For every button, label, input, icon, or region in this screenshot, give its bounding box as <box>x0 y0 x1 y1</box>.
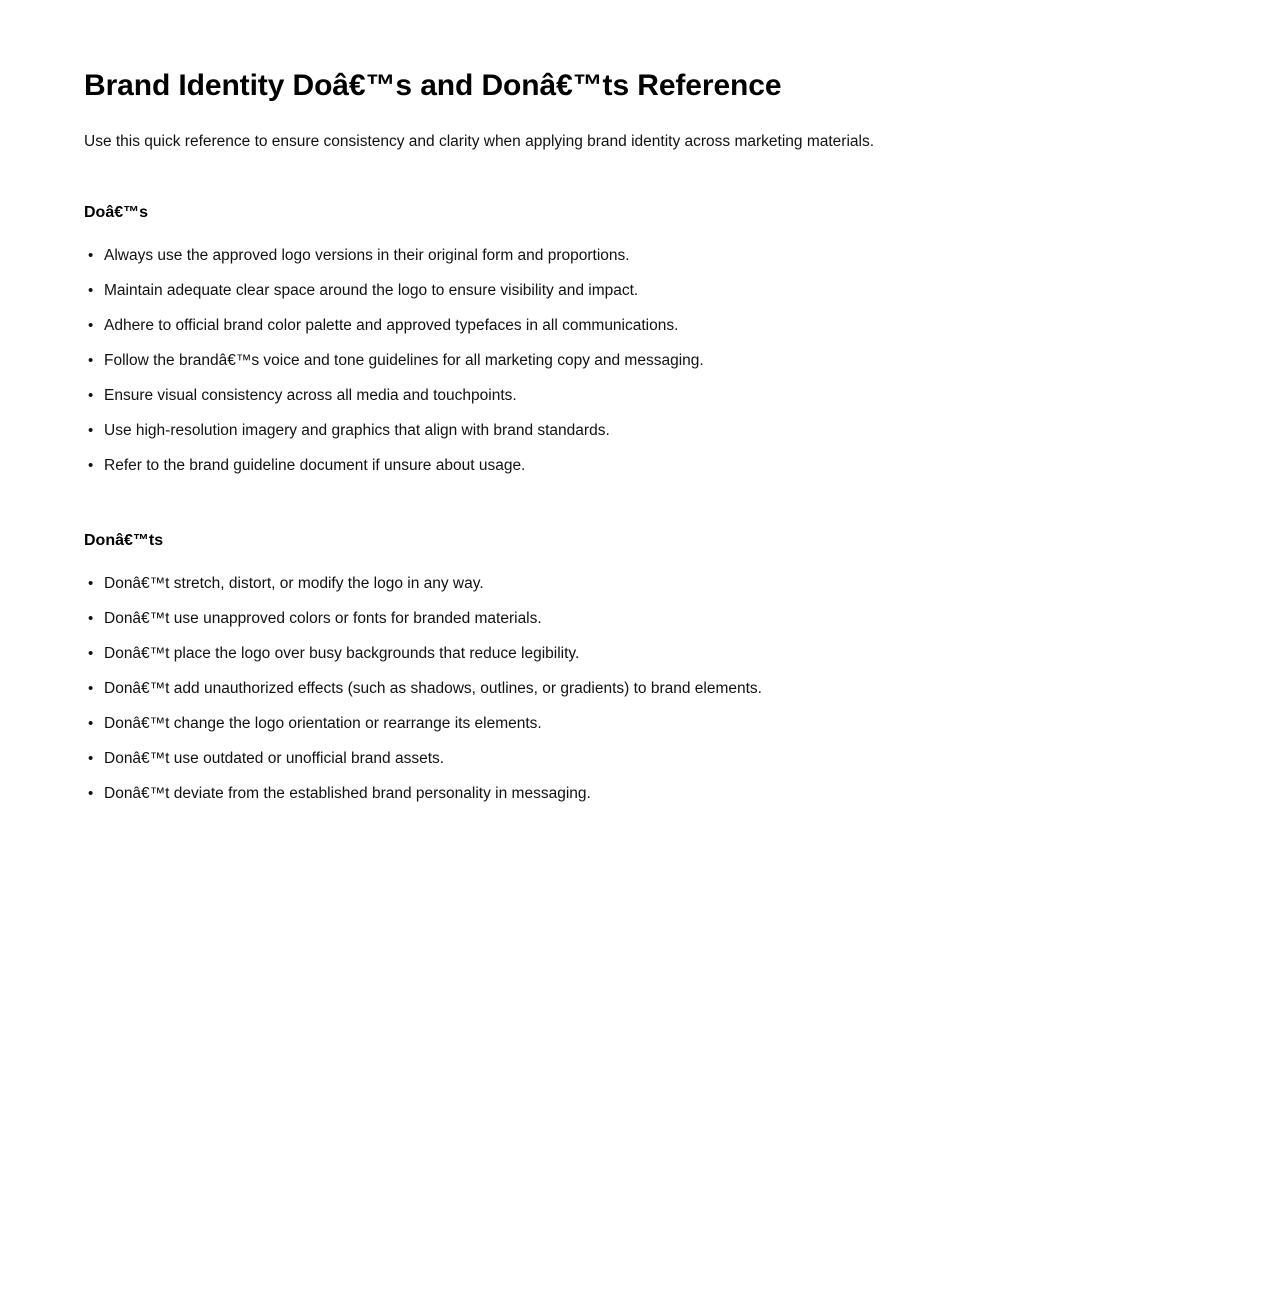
list-item <box>84 350 1184 385</box>
bullet-icon: • <box>88 750 94 767</box>
list-item <box>84 385 1184 420</box>
list-item <box>84 455 1184 490</box>
donts-list <box>84 573 1184 818</box>
bullet-icon: • <box>88 610 94 627</box>
list-item <box>84 608 1184 643</box>
donts-section <box>84 531 762 802</box>
bullet-icon: • <box>88 575 94 592</box>
page-title: Brand Identity Doâ€™s and Donâ€™ts Reference <box>84 69 782 102</box>
list-item-text: Donâ€™t change the logo orientation or rearrange its elements. <box>104 715 542 732</box>
bullet-icon: • <box>88 387 94 404</box>
bullet-icon: • <box>88 457 94 474</box>
list-item-text: Ensure visual consistency across all media and touchpoints. <box>104 387 517 404</box>
bullet-icon: • <box>88 422 94 439</box>
list-item-text: Refer to the brand guideline document if unsure about usage. <box>104 457 526 474</box>
list-item <box>84 280 1184 315</box>
list-item <box>84 573 1184 608</box>
list-item-text: Donâ€™t use outdated or unofficial brand assets. <box>104 750 445 767</box>
dos-section-heading: Doâ€™s <box>84 204 149 221</box>
list-item-text: Donâ€™t stretch, distort, or modify the logo in any way. <box>104 575 484 592</box>
list-item <box>84 783 1184 818</box>
list-item <box>84 713 1184 748</box>
list-item <box>84 315 1184 350</box>
dos-section <box>84 203 704 474</box>
list-item-text: Donâ€™t use unapproved colors or fonts for branded materials. <box>104 610 542 627</box>
list-item-text: Donâ€™t place the logo over busy backgrounds that reduce legibility. <box>104 645 580 662</box>
list-item <box>84 245 1184 280</box>
list-item <box>84 748 1184 783</box>
bullet-icon: • <box>88 317 94 334</box>
intro-paragraph: Use this quick reference to ensure consistency and clarity when applying brand identity across marketing materials. <box>84 133 875 150</box>
list-item-text: Adhere to official brand color palette and approved typefaces in all communications. <box>104 317 679 334</box>
donts-section-heading: Donâ€™ts <box>84 532 164 549</box>
dos-list <box>84 245 1184 490</box>
bullet-icon: • <box>88 247 94 264</box>
bullet-icon: • <box>88 352 94 369</box>
list-item <box>84 420 1184 455</box>
bullet-icon: • <box>88 715 94 732</box>
list-item-text: Donâ€™t add unauthorized effects (such as shadows, outlines, or gradients) to brand elements. <box>104 680 762 697</box>
list-item <box>84 643 1184 678</box>
bullet-icon: • <box>88 645 94 662</box>
list-item <box>84 678 1184 713</box>
list-item-text: Maintain adequate clear space around the logo to ensure visibility and impact. <box>104 282 639 299</box>
bullet-icon: • <box>88 282 94 299</box>
bullet-icon: • <box>88 680 94 697</box>
list-item-text: Use high-resolution imagery and graphics that align with brand standards. <box>104 422 610 439</box>
list-item-text: Follow the brandâ€™s voice and tone guidelines for all marketing copy and messaging. <box>104 352 704 369</box>
list-item-text: Always use the approved logo versions in their original form and proportions. <box>104 247 630 264</box>
list-item-text: Donâ€™t deviate from the established brand personality in messaging. <box>104 785 591 802</box>
bullet-icon: • <box>88 785 94 802</box>
